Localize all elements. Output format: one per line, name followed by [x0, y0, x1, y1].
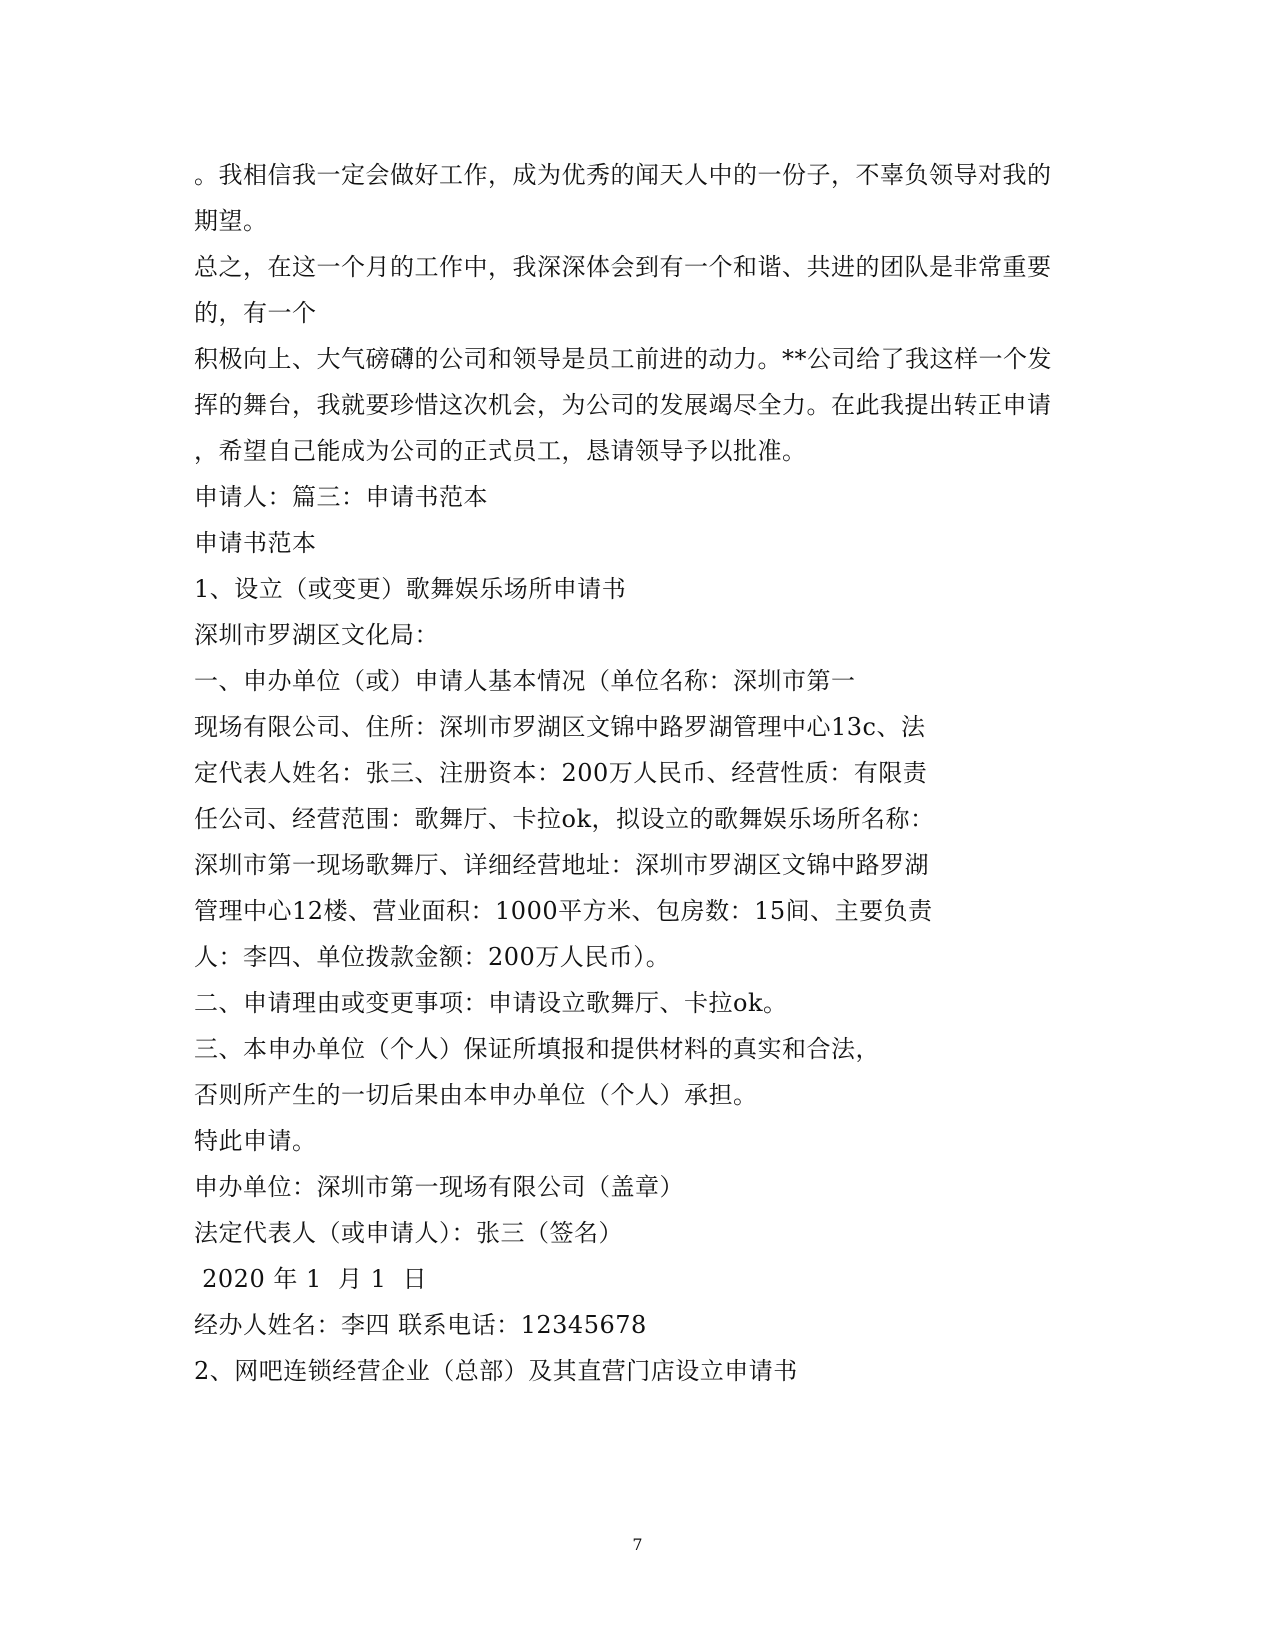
text-line: 三、本申办单位（个人）保证所填报和提供材料的真实和合法，: [194, 1035, 880, 1063]
text-line: 二、申请理由或变更事项：申请设立歌舞厅、卡拉ok。: [194, 989, 788, 1017]
text-line: 申请人：篇三：申请书范本: [194, 483, 488, 511]
text-line: 。我相信我一定会做好工作，成为优秀的闻天人中的一份子，不辜负领导对我的: [194, 161, 1052, 189]
text-line: 管理中心12楼、营业面积：1000平方米、包房数：15间、主要负责: [194, 897, 933, 925]
text-line: 申办单位：深圳市第一现场有限公司（盖章）: [194, 1173, 684, 1201]
text-line: 任公司、经营范围：歌舞厅、卡拉ok，拟设立的歌舞娱乐场所名称：: [194, 805, 935, 833]
date-line: 2020 年 1 月 1 日: [194, 1265, 428, 1293]
text-line: 否则所产生的一切后果由本申办单位（个人）承担。: [194, 1081, 758, 1109]
text-line: 深圳市第一现场歌舞厅、详细经营地址：深圳市罗湖区文锦中路罗湖: [194, 851, 929, 879]
text-line: 深圳市罗湖区文化局：: [194, 621, 439, 649]
text-line: 法定代表人（或申请人）：张三（签名）: [194, 1219, 623, 1247]
text-line: 积极向上、大气磅礴的公司和领导是员工前进的动力。**公司给了我这样一个发: [194, 345, 1052, 373]
page-number: 7: [632, 1535, 643, 1554]
text-line: 经办人姓名：李四 联系电话：12345678: [194, 1311, 647, 1339]
text-line: 特此申请。: [194, 1127, 317, 1155]
text-line: 2、网吧连锁经营企业（总部）及其直营门店设立申请书: [194, 1357, 798, 1385]
text-line: 1、设立（或变更）歌舞娱乐场所申请书: [194, 575, 627, 603]
text-line: 申请书范本: [194, 529, 317, 557]
text-line: 一、申办单位（或）申请人基本情况（单位名称：深圳市第一: [194, 667, 856, 695]
text-line: 人：李四、单位拨款金额：200万人民币）。: [194, 943, 671, 971]
text-line: 总之，在这一个月的工作中，我深深体会到有一个和谐、共进的团队是非常重要: [194, 253, 1052, 281]
text-line: ，希望自己能成为公司的正式员工，恳请领导予以批准。: [194, 437, 807, 465]
text-line: 现场有限公司、住所：深圳市罗湖区文锦中路罗湖管理中心13c、法: [194, 713, 926, 741]
text-line: 挥的舞台，我就要珍惜这次机会，为公司的发展竭尽全力。在此我提出转正申请: [194, 391, 1052, 419]
text-line: 期望。: [194, 207, 268, 235]
text-line: 的，有一个: [194, 299, 317, 327]
text-line: 定代表人姓名：张三、注册资本：200万人民币、经营性质：有限责: [194, 759, 928, 787]
